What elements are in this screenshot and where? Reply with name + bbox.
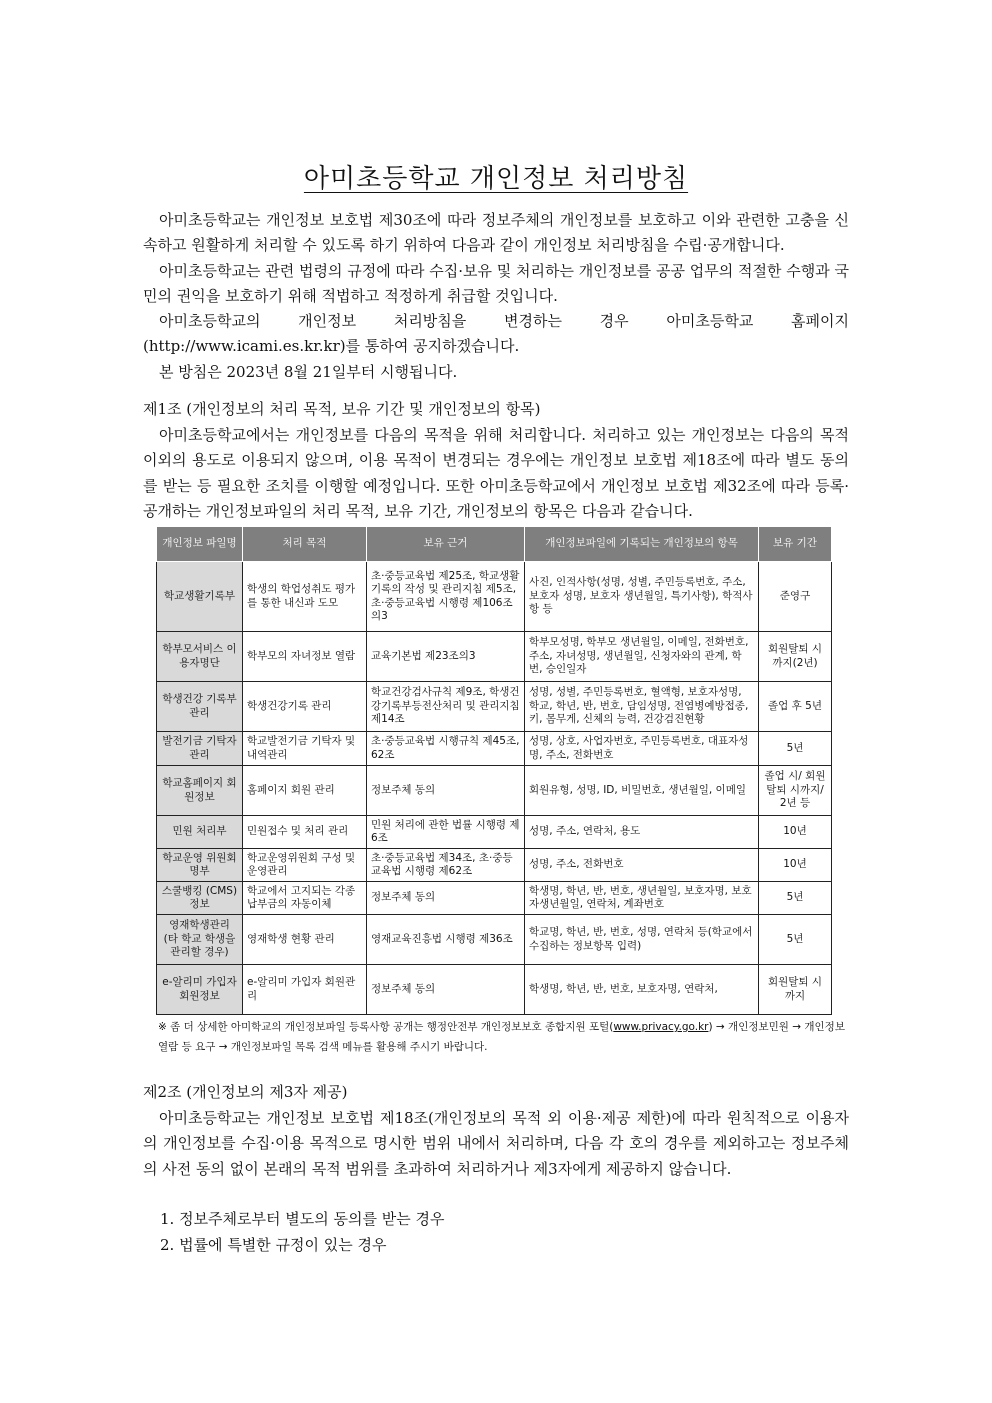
purpose-cell: 홈페이지 회원 관리 [243, 766, 367, 816]
table-footnote: ※ 좀 더 상세한 아미학교의 개인정보파일 등록사항 공개는 행정안전부 개인정보보호 종합지원 포털(www.privacy.go.kr) → 개인정보민원 → 개인정보열람 등 요구 → 개인정보파일 목록 검색 메뉴를 활용해 주시기 바랍니다. [158, 1021, 845, 1053]
file-name-cell: e-알리미 가입자 회원정보 [157, 965, 243, 1015]
table-header-row [157, 527, 832, 562]
basis-cell: 영재교육진흥법 시행령 제36조 [367, 915, 525, 965]
table-row [157, 816, 832, 849]
basis-cell: 정보주체 동의 [367, 882, 525, 915]
page-title: 아미초등학교 개인정보 처리방침 [303, 164, 689, 194]
period-cell: 졸업 후 5년 [759, 682, 832, 732]
basis-cell: 정보주체 동의 [367, 766, 525, 816]
column-header: 처리 목적 [243, 527, 367, 562]
purpose-cell: 영재학생 현황 관리 [243, 915, 367, 965]
intro-paragraph: 아미초등학교는 관련 법령의 규정에 따라 수집·보유 및 처리하는 개인정보를 공공 업무의 적절한 수행과 국민의 권익을 보호하기 위해 적법하고 적정하게 취급할 것입니다. [143, 261, 849, 305]
basis-cell: 초·중등교육법 제25조, 학교생활기록의 작성 및 관리지침 제5조, 초·중등교육법 시행령 제106조의3 [367, 562, 525, 632]
purpose-cell: 학생건강기록 관리 [243, 682, 367, 732]
period-cell: 준영구 [759, 562, 832, 632]
file-name-cell: 발전기금 기탁자관리 [157, 732, 243, 766]
privacy-portal-link[interactable]: www.privacy.go.kr [613, 1021, 709, 1033]
basis-cell: 정보주체 동의 [367, 965, 525, 1015]
article2-heading: 제2조 (개인정보의 제3자 제공) [143, 1083, 348, 1101]
items-cell: 학생명, 학년, 반, 번호, 보호자명, 연락처, [525, 965, 759, 1015]
file-name-cell: 학교운영 위원회명부 [157, 849, 243, 882]
basis-cell: 초·중등교육법 제34조, 초·중등교육법 시행령 제62조 [367, 849, 525, 882]
file-name-cell: 학교생활기록부 [157, 562, 243, 632]
purpose-cell: 민원접수 및 처리 관리 [243, 816, 367, 849]
basis-cell: 초·중등교육법 시행규칙 제45조, 62조 [367, 732, 525, 766]
period-cell: 5년 [759, 915, 832, 965]
period-cell: 5년 [759, 732, 832, 766]
period-cell: 회원탈퇴 시까지(2년) [759, 632, 832, 682]
column-header: 보유 근거 [367, 527, 525, 562]
table-row [157, 915, 832, 965]
privacy-file-table [156, 526, 832, 1015]
file-name-cell: 영재학생관리 (타 학교 학생을 관리할 경우) [157, 915, 243, 965]
file-name-cell: 민원 처리부 [157, 816, 243, 849]
items-cell: 성명, 주소, 전화번호 [525, 849, 759, 882]
file-name-cell: 학교홈페이지 회원정보 [157, 766, 243, 816]
purpose-cell: e-알리미 가입자 회원관리 [243, 965, 367, 1015]
intro-paragraph: 본 방침은 2023년 8월 21일부터 시행됩니다. [159, 362, 458, 381]
table-row [157, 632, 832, 682]
items-cell: 성명, 상호, 사업자번호, 주민등록번호, 대표자성명, 주소, 전화번호 [525, 732, 759, 766]
table-row [157, 682, 832, 732]
items-cell: 성명, 주소, 연락처, 용도 [525, 816, 759, 849]
items-cell: 학교명, 학년, 반, 번호, 성명, 연락처 등(학교에서 수집하는 정보항목 입력) [525, 915, 759, 965]
period-cell: 10년 [759, 849, 832, 882]
column-header: 개인정보파일에 기록되는 개인정보의 항목 [525, 527, 759, 562]
table-row [157, 965, 832, 1015]
file-name-cell: 스쿨뱅킹 (CMS)정보 [157, 882, 243, 915]
column-header: 보유 기간 [759, 527, 832, 562]
period-cell: 10년 [759, 816, 832, 849]
table-row [157, 849, 832, 882]
column-header: 개인정보 파일명 [157, 527, 243, 562]
period-cell: 졸업 시/ 회원탈퇴 시까지/ 2년 등 [759, 766, 832, 816]
intro-paragraph: 아미초등학교의 개인정보 처리방침을 변경하는 경우 아미초등학교 홈페이지(http://www.icami.es.kr.kr)를 통하여 공지하겠습니다. [143, 312, 849, 356]
basis-cell: 교육기본법 제23조의3 [367, 632, 525, 682]
period-cell: 5년 [759, 882, 832, 915]
table-row [157, 882, 832, 915]
list-item: 2. 법률에 특별한 규정이 있는 경우 [160, 1236, 387, 1254]
purpose-cell: 학부모의 자녀정보 열람 [243, 632, 367, 682]
purpose-cell: 학교에서 고지되는 각종 납부금의 자동이체 [243, 882, 367, 915]
table-row [157, 732, 832, 766]
period-cell: 회원탈퇴 시까지 [759, 965, 832, 1015]
intro-section [143, 208, 849, 385]
file-name-cell: 학부모서비스 이용자명단 [157, 632, 243, 682]
items-cell: 사진, 인적사항(성명, 성별, 주민등록번호, 주소, 보호자 성명, 보호자 생년월일, 특기사항), 학적사항 등 [525, 562, 759, 632]
intro-paragraph: 아미초등학교는 개인정보 보호법 제30조에 따라 정보주체의 개인정보를 보호하고 이와 관련한 고충을 신속하고 원활하게 처리할 수 있도록 하기 위하여 다음과 같이 개인정보 처리방침을 수립·공개합니다. [143, 211, 849, 255]
table-row [157, 766, 832, 816]
list-item: 1. 정보주체로부터 별도의 동의를 받는 경우 [160, 1210, 445, 1228]
items-cell: 회원유형, 성명, ID, 비밀번호, 생년월일, 이메일 [525, 766, 759, 816]
table-row [157, 562, 832, 632]
file-name-cell: 학생건강 기록부관리 [157, 682, 243, 732]
items-cell: 학부모성명, 학부모 생년월일, 이메일, 전화번호, 주소, 자녀성명, 생년월일, 신청자와의 관계, 학번, 승인일자 [525, 632, 759, 682]
basis-cell: 민원 처리에 관한 법률 시행령 제6조 [367, 816, 525, 849]
article2-body: 아미초등학교는 개인정보 보호법 제18조(개인정보의 목적 외 이용·제공 제한)에 따라 원칙적으로 이용자의 개인정보를 수집·이용 목적으로 명시한 범위 내에서 처리하며, 다음 각 호의 경우를 제외하고는 정보주체의 사전 동의 없이 본래의 목적 범위를 초과하여 처리하거나 제3자에게 제공하지 않습니다. [143, 1109, 849, 1178]
items-cell: 학생명, 학년, 반, 번호, 생년월일, 보호자명, 보호자생년월일, 연락처, 계좌번호 [525, 882, 759, 915]
article1-heading: 제1조 (개인정보의 처리 목적, 보유 기간 및 개인정보의 항목) [143, 400, 541, 418]
basis-cell: 학교건강검사규칙 제9조, 학생건강기록부등전산처리 및 관리지침 제14조 [367, 682, 525, 732]
article1-body: 아미초등학교에서는 개인정보를 다음의 목적을 위해 처리합니다. 처리하고 있는 개인정보는 다음의 목적 이외의 용도로 이용되지 않으며, 이용 목적이 변경되는 경우에는 개인정보 보호법 제18조에 따라 별도 동의를 받는 등 필요한 조치를 이행할 예정입니다. 또한 아미초등학교에서 개인정보 보호법 제32조에 따라 등록·공개하는 개인정보파일의 처리 목적, 보유 기간, 개인정보의 항목은 다음과 같습니다. [143, 426, 849, 520]
purpose-cell: 학교운영위원회 구성 및 운영관리 [243, 849, 367, 882]
purpose-cell: 학교발전기금 기탁자 및 내역관리 [243, 732, 367, 766]
items-cell: 성명, 성별, 주민등록번호, 혈액형, 보호자성명, 학교, 학년, 반, 번호, 담임성명, 전염병예방접종, 키, 몸무게, 신체의 능력, 건강검진현황 [525, 682, 759, 732]
purpose-cell: 학생의 학업성취도 평가를 통한 내신과 도모 [243, 562, 367, 632]
